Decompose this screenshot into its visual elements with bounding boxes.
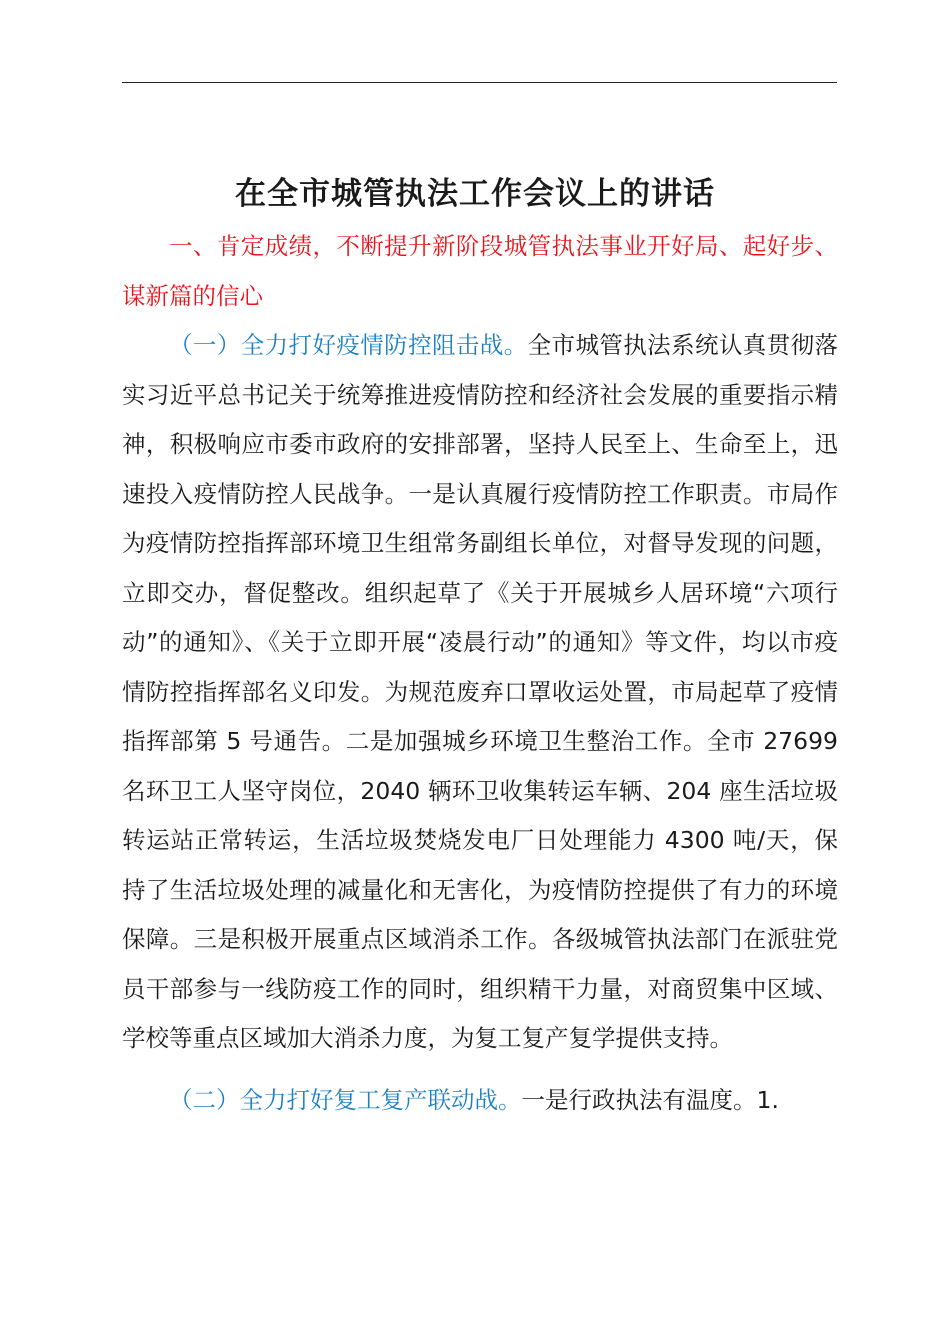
paragraph-1 [122,321,838,1064]
header-rule [122,82,837,83]
paragraph-2-body: 一是行政执法有温度。1. [521,1085,779,1114]
page-title: 在全市城管执法工作会议上的讲话 [235,175,715,212]
paragraph-2-heading: （二）全力打好复工复产联动战。 [169,1085,522,1114]
paragraph-2 [122,1076,838,1126]
section-heading-text: 一、肯定成绩，不断提升新阶段城管执法事业开好局、起好步、谋新篇的信心 [122,232,838,310]
paragraph-gap [122,1064,838,1076]
document-body [122,222,838,1125]
paragraph-1-heading: （一）全力打好疫情防控阻击战。 [169,331,528,359]
paragraph-1-body: 全市城管执法系统认真贯彻落实习近平总书记关于统筹推进疫情防控和经济社会发展的重要指示精神，积极响应市委市政府的安排部署，坚持人民至上、生命至上，迅速投入疫情防控人民战争。一是认真履行疫情防控工作职责。市局作为疫情防控指挥部环境卫生组常务副组长单位，对督导发现的问题，立即交办，督促整改。组织起草了《关于开展城乡人居环境“六项行动”的通知》、《关于立即开展“凌晨行动”的通知》等文件，均以市疫情防控指挥部名义印发。为规范废弃口罩收运处置，市局起草了疫情指挥部第 5 号通告。二是加强城乡环境卫生整治工作。全市 27699 名环卫工人坚守岗位，2040 辆环卫收集转运车辆、204 座生活垃圾转运站正常转运，生活垃圾焚烧发电厂日处理能力 4300 吨/天，保持了生活垃圾处理的减量化和无害化，为疫情防控提供了有力的环境保障。三是积极开展重点区域消杀工作。各级城管执法部门在派驻党员干部参与一线防疫工作的同时，组织精干力量，对商贸集中区域、学校等重点区域加大消杀力度，为复工复产复学提供支持。 [122,331,839,1052]
section-heading [122,222,838,321]
